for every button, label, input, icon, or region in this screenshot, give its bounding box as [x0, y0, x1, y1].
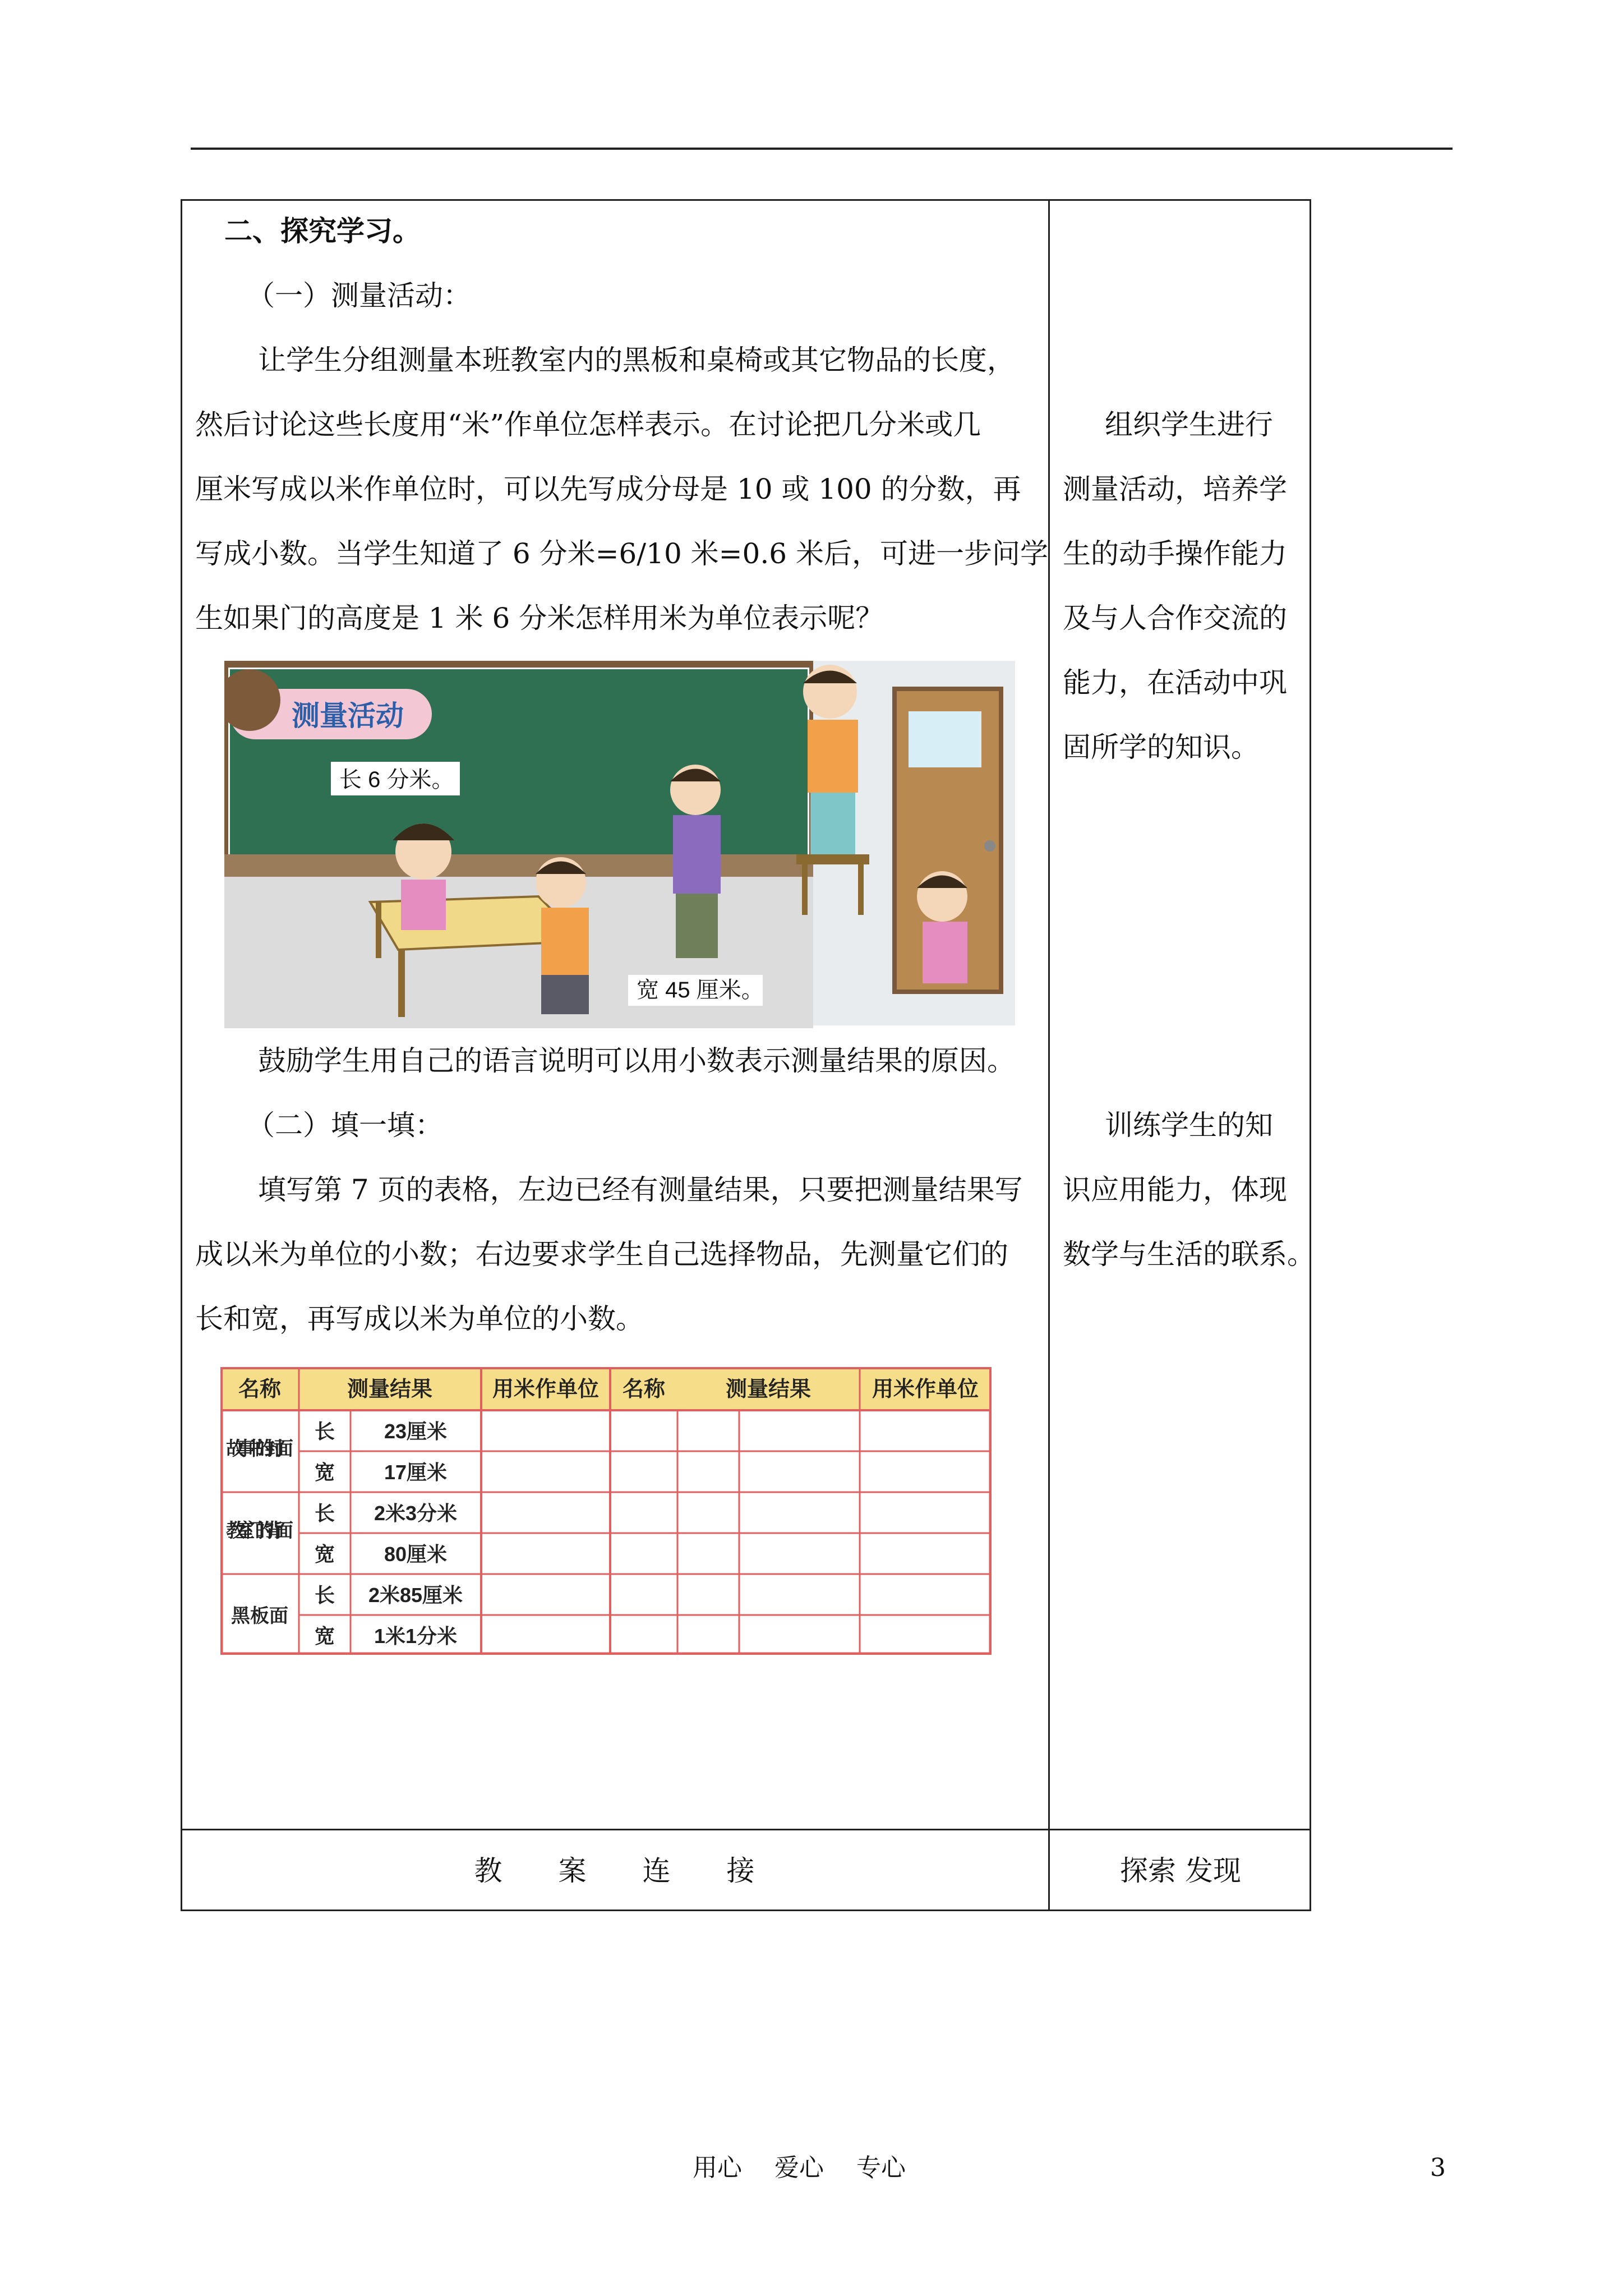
subsection-fill: （二）填一填：	[247, 1109, 443, 1142]
header-name: 名称	[238, 1378, 282, 1401]
side-note-line: 识应用能力，体现	[1063, 1174, 1287, 1206]
measurement-table	[220, 1367, 992, 1655]
dim-value: 80厘米	[384, 1543, 448, 1566]
dim-label: 长	[314, 1584, 335, 1607]
side-note-line: 组织学生进行	[1105, 408, 1273, 441]
paragraph-line: 让学生分组测量本班教室内的黑板和桌椅或其它物品的长度，	[258, 344, 1015, 376]
header-result-2: 测量结果	[725, 1378, 811, 1401]
side-note-line: 及与人合作交流的	[1063, 602, 1287, 634]
paragraph-line: 成以米为单位的小数；右边要求学生自己选择物品，先测量它们的	[195, 1238, 1008, 1271]
paragraph-line: 长和宽，再写成以米为单位的小数。	[195, 1303, 644, 1335]
dim-label: 长	[314, 1420, 335, 1443]
dim-value: 17厘米	[384, 1461, 448, 1484]
header-name-2: 名称	[622, 1378, 666, 1401]
paragraph-line: 然后讨论这些长度用“米”作单位怎样表示。在讨论把几分米或几	[195, 408, 981, 441]
header-rule	[191, 148, 1453, 150]
side-note-line: 测量活动，培养学	[1063, 473, 1287, 505]
measurement-illustration	[224, 661, 1015, 1028]
paragraph-encourage: 鼓励学生用自己的语言说明可以用小数表示测量结果的原因。	[258, 1045, 1015, 1077]
subsection-measure: （一）测量活动：	[247, 279, 471, 312]
item-board: 黑板面	[231, 1605, 288, 1627]
dim-value: 2米3分米	[374, 1502, 458, 1525]
item-book: 故事书的封面	[226, 1438, 293, 1460]
section-title: 二、探究学习。	[224, 214, 421, 247]
dim-value: 1米1分米	[374, 1625, 458, 1648]
footer-explore: 探索 发现	[1120, 1855, 1241, 1887]
paragraph-line: 填写第 7 页的表格，左边已经有测量结果，只要把测量结果写	[258, 1174, 1023, 1206]
dim-label: 长	[314, 1502, 335, 1525]
dim-label: 宽	[314, 1625, 335, 1648]
dim-label: 宽	[314, 1461, 335, 1484]
banner-label: 测量活动	[292, 700, 404, 731]
column-divider	[1048, 199, 1050, 1911]
page-number: 3	[1430, 2154, 1446, 2182]
dim-value: 2米85厘米	[368, 1584, 463, 1607]
paragraph-line: 生如果门的高度是 1 米 6 分米怎样用米为单位表示呢？	[195, 602, 884, 634]
paragraph-line: 写成小数。当学生知道了 6 分米=6/10 米=0.6 米后，可进一步问学	[195, 537, 1048, 570]
side-note-line: 数学与生活的联系。	[1063, 1238, 1315, 1271]
dim-label: 宽	[314, 1543, 335, 1566]
paragraph-line: 厘米写成以米作单位时，可以先写成分母是 10 或 100 的分数，再	[195, 473, 1021, 505]
dim-value: 23厘米	[384, 1420, 448, 1443]
header-unit-2: 用米作单位	[872, 1378, 979, 1401]
side-note-line: 固所学的知识。	[1063, 731, 1259, 763]
side-note-line: 能力，在活动中巩	[1063, 666, 1287, 699]
header-result: 测量结果	[347, 1378, 433, 1401]
label-width: 宽 45 厘米。	[637, 978, 764, 1002]
side-note-line: 生的动手操作能力	[1063, 537, 1287, 570]
page-footer-slogan: 用心 爱心 专心	[693, 2154, 906, 2182]
footer-lesson-link: 教 案 连 接	[474, 1855, 755, 1887]
header-unit: 用米作单位	[492, 1378, 600, 1401]
label-length: 长 6 分米。	[339, 767, 454, 792]
side-note-line: 训练学生的知	[1105, 1109, 1273, 1142]
item-door: 教室门的背面	[226, 1520, 293, 1542]
